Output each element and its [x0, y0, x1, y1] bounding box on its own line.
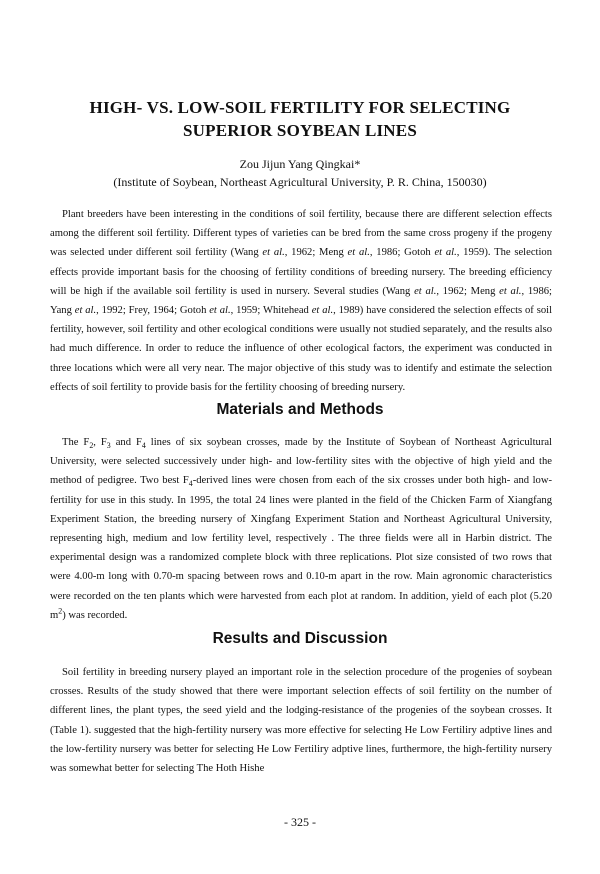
results-paragraph: Soil fertility in breeding nursery played an important role in the selection procedure of the progenies of soybean crosses. Results of the study showed that there were important selection effects of soil fertility on the number of different lines, the plant types, the seed yield and the lodging-resistance of the progenies of the soybean crosses. It (Table 1). suggested that the high-fertility nursery was more effective for selecting He Low Fertiliry adptive lines and the low-fertility nursery was better for selecting He Low Fertiliry adptive lines, furthermore, the high-fertility nursery was somewhat better for selecting The Hoth Hishe [50, 667, 552, 775]
methods-paragraph: The $F_2$, $F_3$ and $F_4$ lines of six soybean crosses, made by the Institute of Soybean of Northeast Agricultural University, were selected successively under high- and low-fertility sites with the objective of high yield and the method of pedigree. Two best $F_4$-derived lines were chosen from each of the six crosses under both high- and low-fertility for use in this study. In 1995, the total 24 lines were planted in the field of the Chicken Farm of Xiangfang Experiment Station, the breeding nursery of Xingfang Experiment Station and Northeast Agricultural University, representing high, medium and low fertility level, respectively . The three fields were all in Harbin district. The experimental design was a randomized complete block with three replications. Plot size consisted of two rows that were 4.00-m long with 0.70-m spacing between rows and 0.10-m apart in the row. Main agronomic characteristics were recorded on the ten plants which were harvested from each plot at random. In addition, yield of each plot (5.20 $m^2$) was recorded. [50, 437, 553, 621]
intro-paragraph: Plant breeders have been interesting in the conditions of soil fertility, because there are different selection effects among the different soil fertility. Different types of varieties can be bred from the same cross progeny if the progeny was selected under different soil fertility (Wang et al., 1962; Meng et al., 1986; Gotoh et al., 1959). The selection effects provide important basis for the choosing of fertility conditions of breeding nursery. The breeding efficiency will be high if the available soil fertility is used in nursery. Several studies (Wang et al., 1962; Meng et al., 1986; Yang et al., 1992; Frey, 1964; Gotoh et al., 1959; Whitehead et al., 1989) have considered the selection effects of soil fertility, however, soil fertility and other ecological conditions were usually not studied separately, and the results also had much difference. In order to reduce the influence of other ecological factors, the experiment was conducted in three locations which were all very near. The major objective of this study was to identify and estimate the selection effects of soil fertility to provide basis for the fertility choosing of breeding nursery. [50, 209, 553, 393]
title-line-2: SUPERIOR SOYBEAN LINES [183, 121, 417, 140]
section-heading-methods: Materials and Methods [216, 401, 384, 418]
paper-title [40, 96, 560, 142]
affiliation: (Institute of Soybean, Northeast Agricultural University, P. R. China, 150030) [113, 175, 487, 189]
authors: Zou Jijun Yang Qingkai* [239, 157, 361, 171]
section-heading-results: Results and Discussion [212, 630, 388, 647]
title-line-1: HIGH- VS. LOW-SOIL FERTILITY FOR SELECTING [89, 98, 511, 117]
page-number: - 325 - [284, 815, 316, 829]
